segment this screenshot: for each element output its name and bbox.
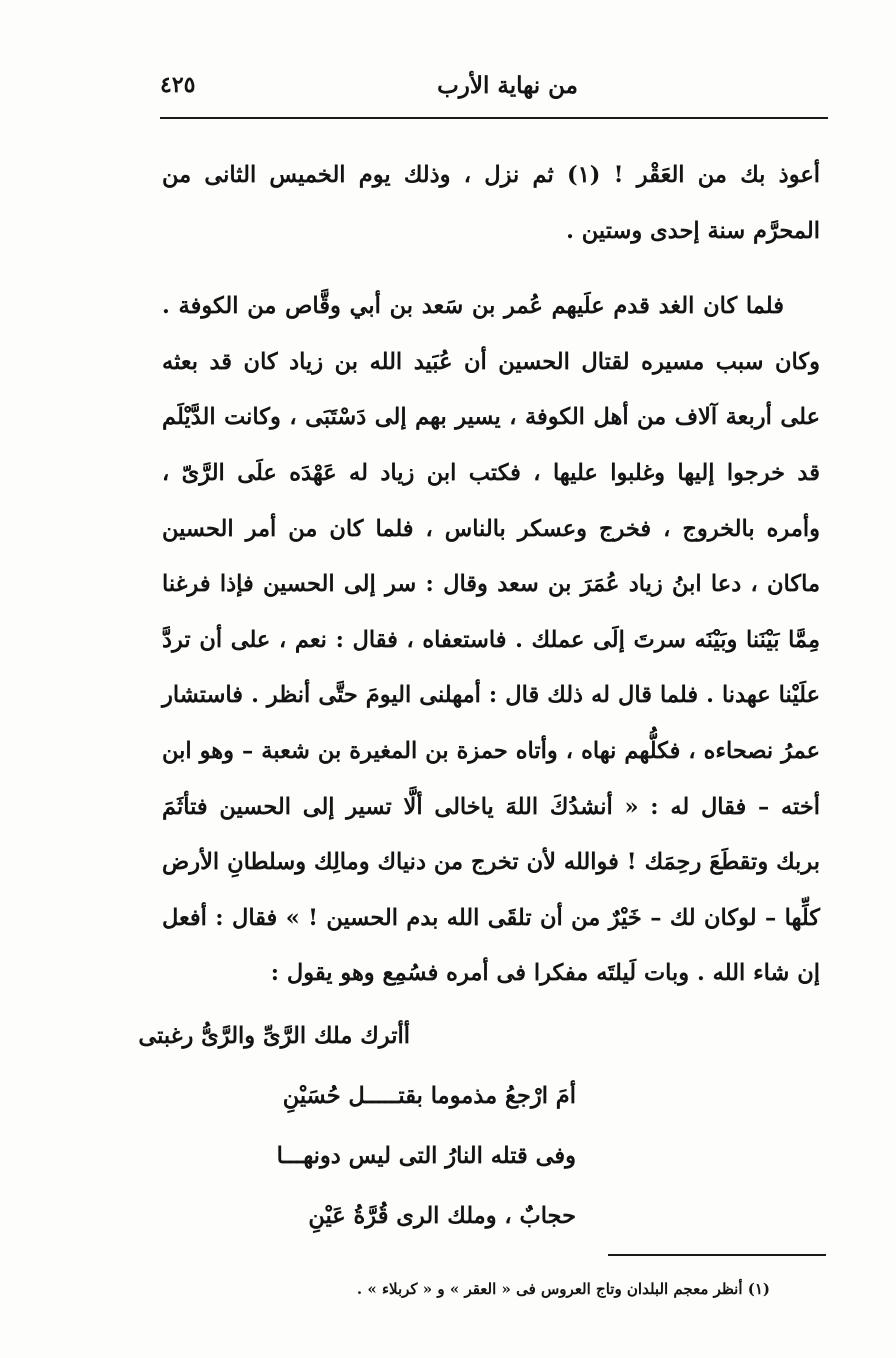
page-number: ٤٢٥ [160, 72, 196, 98]
header-rule [160, 117, 828, 119]
running-title: من نهاية الأرب [437, 72, 578, 99]
paragraph-main: فلما كان الغد قدم علَيهم عُمر بن سَعد بن أبي وقَّاص من الكوفة . وكان سبب مسيره لقتال الحسين أن عُبَيد الله بن زياد كان قد بعثه على أربعة آلاف من أهل الكوفة ، يسير بهم إلى دَسْتَبَى ، وكانت الدَّيْلَم قد خرجوا إليها وغلبوا عليها ، فكتب ابن زياد له عَهْدَه علَى الرَّىّ ، وأمره بالخروج ، فخرج وعسكر بالناس ، فلما كان من أمر الحسين ماكان ، دعا ابنُ زياد عُمَرَ بن سعد وقال : سر إلى الحسين فإذا فرغنا مِمَّا بَيْنَنا وبَيْنَه سرتَ إلَى عملك . فاستعفاه ، فقال : نعم ، على أن تردَّ علَيْنا عهدنا . فلما قال له ذلك قال : أمهلنى اليومَ حتَّى أنظر . فاستشار عمرُ نصحاءه ، فكلُّهم نهاه ، وأتاه حمزة بن المغيرة بن شعبة – وهو ابن أخته – فقال له : « أنشدُكَ اللهَ ياخالى ألَّا تسير إلى الحسين فتأثَمَ بربك وتقطَعَ رحِمَك ! فوالله لأن تخرج من دنياك ومالِك وسلطانِ الأرض كلِّها – لوكان لك – خَيْرٌ من أن تلقَى الله بدم الحسين ! » فقال : أفعل إن شاء الله . وبات لَيلتَه مفكرا فى أمره فسُمِع وهو يقول : [162, 293, 820, 987]
poem-line-4: حجابٌ ، وملك الرى قُرَّةُ عَيْنِ [308, 1203, 576, 1229]
body-text [162, 148, 820, 1002]
poem-line-3: وفى قتله النارُ التى ليس دونهـــا [276, 1143, 576, 1169]
poem-line-2: أمَ ارْجعُ مذموما بقتـــــل حُسَيْنِ [282, 1083, 576, 1109]
page-header [160, 66, 828, 110]
footnote-rule [608, 1254, 826, 1256]
poem-line-1: أأترك ملك الرَّىِّ والرَّىُّ رغبتى [138, 1023, 410, 1049]
paragraph-opening: أعوذ بك من العَقْر ! (١) ثم نزل ، وذلك يوم الخميس الثانى من المحرَّم سنة إحدى وستين . [162, 162, 820, 244]
footnote: (١) أنظر معجم البلدان وتاج العروس فى « العقر » و « كربلاء » . [356, 1280, 770, 1298]
